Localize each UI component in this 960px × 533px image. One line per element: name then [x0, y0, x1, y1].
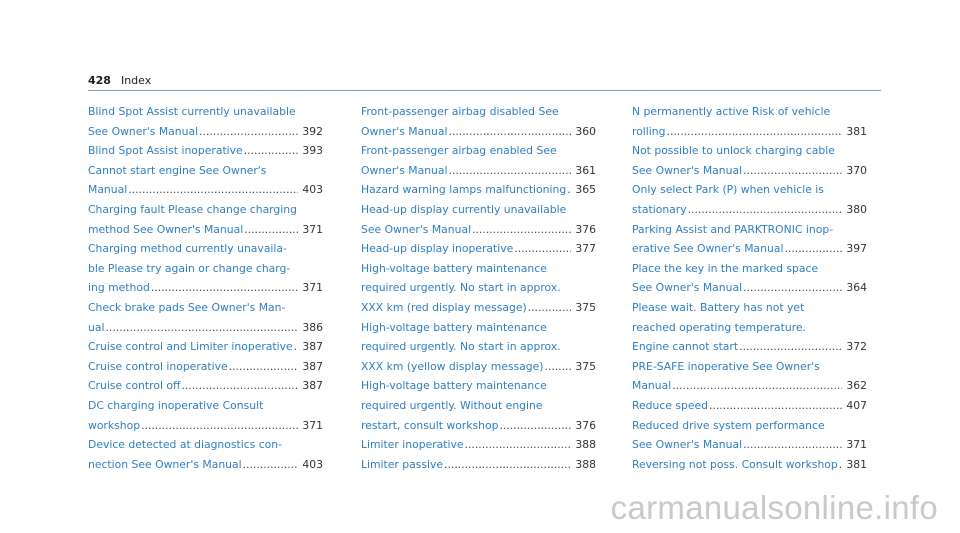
index-entry[interactable]: [361, 455, 596, 475]
dot-leader: [105, 318, 298, 338]
entry-page-number: 372: [846, 340, 867, 354]
page-number: 428: [88, 74, 111, 87]
entry-page-number: 376: [575, 222, 596, 236]
entry-text-line: See Owner's Manual: [361, 222, 472, 236]
entry-last-line: [632, 239, 867, 259]
section-title: Index: [120, 74, 152, 87]
entry-text-line: workshop: [88, 418, 141, 432]
index-entry[interactable]: [632, 141, 867, 180]
index-column-2: [361, 102, 596, 474]
entry-last-line: [361, 239, 596, 259]
index-entry[interactable]: [88, 435, 323, 474]
dot-leader: [244, 141, 299, 161]
entry-text-line: ing method: [88, 281, 150, 295]
index-entry[interactable]: [88, 337, 323, 357]
entry-last-line: [361, 357, 596, 377]
entry-text-line: XXX km (yellow display message): [361, 359, 544, 373]
entry-last-line: [632, 122, 867, 142]
entry-text-line: Engine cannot start: [632, 340, 739, 354]
dot-leader: [229, 357, 299, 377]
dot-leader: [444, 455, 571, 475]
entry-text-line: N permanently active Risk of vehicle: [632, 105, 831, 118]
entry-last-line: [632, 161, 867, 181]
entry-page-number: 392: [302, 124, 323, 138]
entry-text-line: Owner's Manual: [361, 163, 448, 177]
entry-text-line: Reduce speed: [632, 398, 708, 412]
dot-leader: [141, 416, 298, 436]
index-entry[interactable]: [361, 239, 596, 259]
entry-text-line: Head-up display inoperative: [361, 242, 514, 256]
entry-last-line: [88, 357, 323, 377]
index-entry[interactable]: [632, 102, 867, 141]
entry-page-number: 380: [846, 202, 867, 216]
dot-leader: [784, 239, 842, 259]
entry-text-line: High-voltage battery maintenance: [361, 261, 547, 275]
entry-page-number: 376: [575, 418, 596, 432]
dot-leader: [243, 455, 299, 475]
entry-page-number: 361: [575, 163, 596, 177]
index-entry[interactable]: [361, 259, 596, 318]
entry-text-line: Blind Spot Assist inoperative: [88, 144, 243, 158]
entry-text-line: High-voltage battery maintenance: [361, 379, 547, 393]
dot-leader: [743, 278, 842, 298]
entry-text-line: Parking Assist and PARKTRONIC inop-: [632, 222, 834, 236]
entry-text-line: Reversing not poss. Consult workshop: [632, 457, 838, 471]
entry-text-line: ble Please try again or change charg-: [88, 261, 291, 275]
watermark: carmanualsonline.info: [610, 489, 938, 526]
entry-page-number: 393: [302, 144, 323, 158]
entry-page-number: 371: [302, 418, 323, 432]
index-entry[interactable]: [361, 376, 596, 435]
entry-page-number: 375: [575, 300, 596, 314]
entry-text-line: PRE-SAFE inoperative See Owner's: [632, 359, 820, 373]
index-entry[interactable]: [88, 161, 323, 200]
dot-leader: [688, 200, 843, 220]
entry-page-number: 388: [575, 457, 596, 471]
entry-text-line: nection See Owner's Manual: [88, 457, 242, 471]
entry-text-line: See Owner's Manual: [632, 438, 743, 452]
entry-text-line: Limiter inoperative: [361, 438, 464, 452]
entry-last-line: [88, 455, 323, 475]
dot-leader: [449, 122, 572, 142]
entry-last-line: [88, 220, 323, 240]
entry-page-number: 403: [302, 183, 323, 197]
dot-leader: [739, 337, 842, 357]
entry-page-number: 360: [575, 124, 596, 138]
entry-page-number: 377: [575, 242, 596, 256]
entry-last-line: [361, 298, 596, 318]
index-entry[interactable]: [361, 318, 596, 377]
dot-leader: [743, 435, 842, 455]
index-entry[interactable]: [361, 435, 596, 455]
entry-text-line: required urgently. No start in approx.: [361, 281, 561, 295]
entry-text-line: Owner's Manual: [361, 124, 448, 138]
index-entry[interactable]: [88, 239, 323, 298]
entry-text-line: Front-passenger airbag disabled See: [361, 105, 559, 118]
index-entry[interactable]: [632, 259, 867, 298]
index-entry[interactable]: [88, 357, 323, 377]
index-entry[interactable]: [88, 102, 323, 141]
entry-text-line: Place the key in the marked space: [632, 261, 819, 275]
entry-text-line: required urgently. No start in approx.: [361, 340, 561, 354]
entry-text-line: restart, consult workshop: [361, 418, 499, 432]
dot-leader: [567, 180, 571, 200]
entry-text-line: See Owner's Manual: [88, 124, 199, 138]
entry-text-line: DC charging inoperative Consult: [88, 398, 264, 412]
entry-page-number: 388: [575, 438, 596, 452]
dot-leader: [294, 337, 299, 357]
entry-text-line: Please wait. Battery has not yet: [632, 300, 805, 314]
entry-page-number: 387: [302, 379, 323, 393]
dot-leader: [151, 278, 299, 298]
entry-text-line: See Owner's Manual: [632, 281, 743, 295]
entry-last-line: [361, 220, 596, 240]
index-entry[interactable]: [88, 396, 323, 435]
dot-leader: [128, 180, 298, 200]
index-entry[interactable]: [632, 455, 867, 475]
entry-text-line: Cruise control and Limiter inoperative: [88, 340, 293, 354]
dot-leader: [449, 161, 572, 181]
page-header: [88, 74, 151, 87]
index-entry[interactable]: [632, 180, 867, 219]
entry-last-line: [361, 161, 596, 181]
entry-text-line: Charging method currently unavaila-: [88, 242, 287, 256]
index-entry[interactable]: [361, 141, 596, 180]
entry-last-line: [361, 122, 596, 142]
index-entry[interactable]: [88, 141, 323, 161]
index-entry[interactable]: [632, 416, 867, 455]
entry-text-line: Cruise control off: [88, 379, 181, 393]
dot-leader: [472, 220, 571, 240]
entry-last-line: [88, 122, 323, 142]
entry-text-line: Cruise control inoperative: [88, 359, 228, 373]
index-entry[interactable]: [88, 376, 323, 396]
dot-leader: [672, 376, 842, 396]
entry-page-number: 375: [575, 359, 596, 373]
entry-text-line: Head-up display currently unavailable: [361, 202, 567, 216]
index-column-1: [88, 102, 323, 474]
entry-page-number: 397: [846, 242, 867, 256]
dot-leader: [544, 357, 571, 377]
entry-page-number: 381: [846, 457, 867, 471]
dot-leader: [465, 435, 572, 455]
entry-page-number: 371: [846, 438, 867, 452]
index-entry[interactable]: [88, 200, 323, 239]
entry-text-line: XXX km (red display message): [361, 300, 527, 314]
entry-text-line: Reduced drive system performance: [632, 418, 825, 432]
entry-text-line: See Owner's Manual: [632, 163, 743, 177]
entry-page-number: 381: [846, 124, 867, 138]
dot-leader: [709, 396, 842, 416]
entry-text-line: Device detected at diagnostics con-: [88, 438, 283, 452]
entry-page-number: 386: [302, 320, 323, 334]
entry-last-line: [88, 318, 323, 338]
entry-page-number: 403: [302, 457, 323, 471]
dot-leader: [667, 122, 843, 142]
entry-last-line: [632, 435, 867, 455]
entry-last-line: [632, 455, 867, 475]
entry-text-line: Only select Park (P) when vehicle is: [632, 183, 824, 197]
entry-text-line: Hazard warning lamps malfunctioning: [361, 183, 567, 197]
entry-last-line: [88, 416, 323, 436]
entry-text-line: Manual: [88, 183, 128, 197]
index-entry[interactable]: [361, 102, 596, 141]
entry-page-number: 362: [846, 379, 867, 393]
entry-last-line: [88, 141, 323, 161]
entry-page-number: 365: [575, 183, 596, 197]
index-entry[interactable]: [88, 298, 323, 337]
entry-text-line: Cannot start engine See Owner's: [88, 163, 267, 177]
entry-last-line: [361, 180, 596, 200]
entry-text-line: Not possible to unlock charging cable: [632, 144, 835, 158]
entry-text-line: rolling: [632, 124, 666, 138]
entry-last-line: [88, 376, 323, 396]
index-entry[interactable]: [361, 200, 596, 239]
index-entry[interactable]: [361, 180, 596, 200]
index-entry[interactable]: [632, 396, 867, 416]
dot-leader: [199, 122, 298, 142]
entry-text-line: reached operating temperature.: [632, 320, 806, 334]
entry-text-line: Check brake pads See Owner's Man-: [88, 300, 286, 314]
entry-text-line: High-voltage battery maintenance: [361, 320, 547, 334]
dot-leader: [839, 455, 843, 475]
header-divider: [88, 90, 881, 91]
index-entry[interactable]: [632, 357, 867, 396]
entry-last-line: [632, 337, 867, 357]
dot-leader: [514, 239, 571, 259]
entry-text-line: erative See Owner's Manual: [632, 242, 784, 256]
dot-leader: [244, 220, 298, 240]
dot-leader: [528, 298, 572, 318]
entry-last-line: [361, 416, 596, 436]
entry-page-number: 387: [302, 340, 323, 354]
entry-last-line: [361, 435, 596, 455]
entry-page-number: 371: [302, 281, 323, 295]
index-entry[interactable]: [632, 220, 867, 259]
entry-text-line: Blind Spot Assist currently unavailable: [88, 105, 296, 118]
entry-page-number: 387: [302, 359, 323, 373]
entry-text-line: Limiter passive: [361, 457, 444, 471]
entry-last-line: [88, 337, 323, 357]
entry-text-line: method See Owner's Manual: [88, 222, 244, 236]
entry-page-number: 370: [846, 163, 867, 177]
entry-last-line: [88, 180, 323, 200]
index-entry[interactable]: [632, 298, 867, 357]
entry-last-line: [632, 396, 867, 416]
entry-text-line: Front-passenger airbag enabled See: [361, 144, 557, 158]
entry-page-number: 371: [302, 222, 323, 236]
index-column-3: [632, 102, 867, 474]
entry-text-line: required urgently. Without engine: [361, 398, 543, 412]
entry-last-line: [88, 278, 323, 298]
entry-last-line: [632, 278, 867, 298]
entry-last-line: [361, 455, 596, 475]
dot-leader: [181, 376, 298, 396]
entry-text-line: ual: [88, 320, 105, 334]
entry-last-line: [632, 376, 867, 396]
entry-last-line: [632, 200, 867, 220]
entry-page-number: 364: [846, 281, 867, 295]
entry-text-line: Charging fault Please change charging: [88, 202, 297, 216]
dot-leader: [743, 161, 842, 181]
entry-text-line: stationary: [632, 202, 687, 216]
entry-text-line: Manual: [632, 379, 672, 393]
entry-page-number: 407: [846, 398, 867, 412]
dot-leader: [499, 416, 571, 436]
